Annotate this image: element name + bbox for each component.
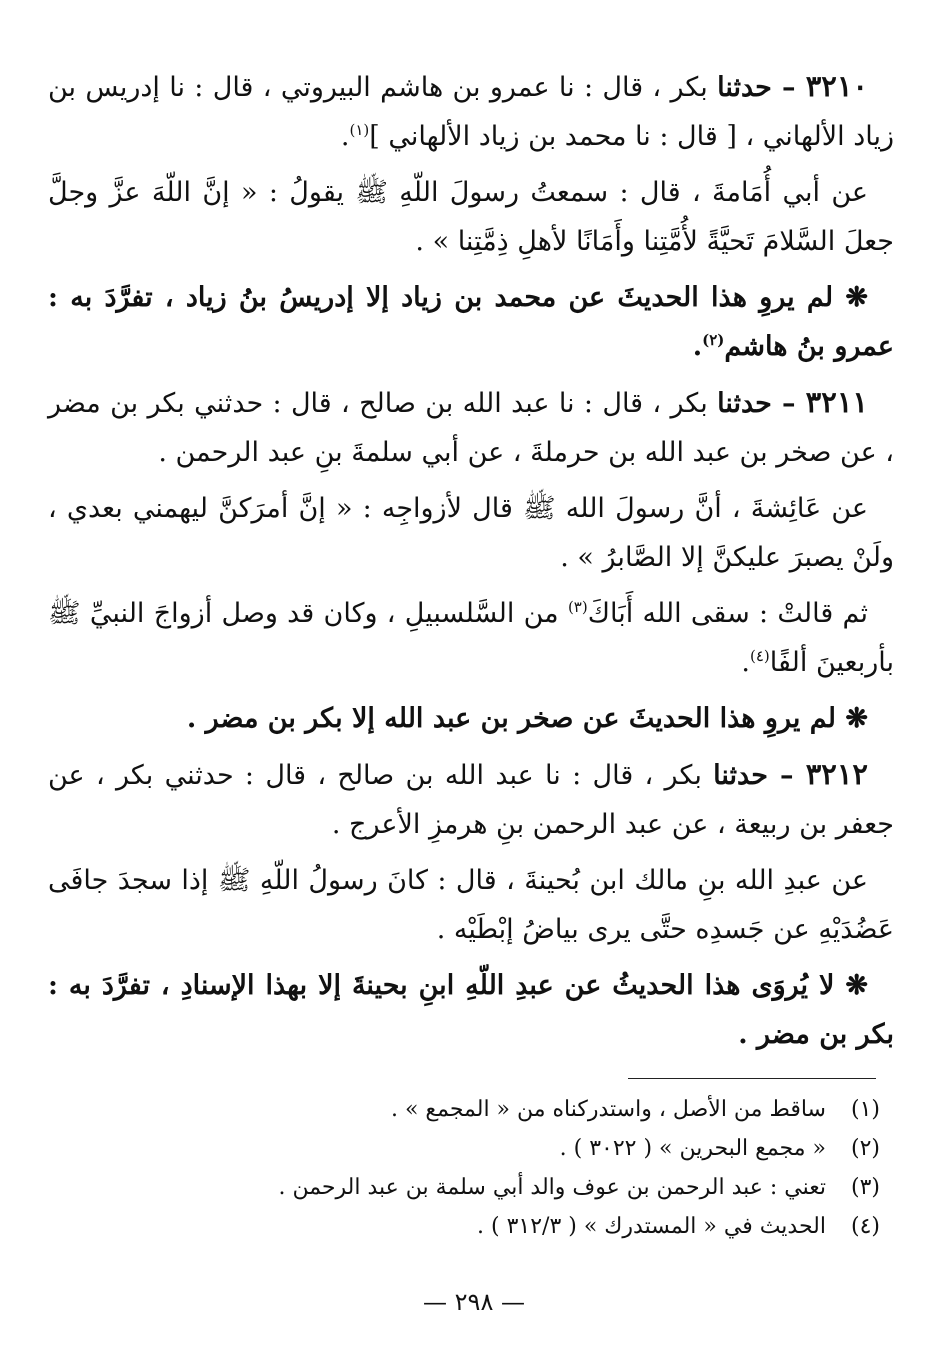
hadith-3211-text: عن عَائِشةَ ، أنَّ رسولَ الله ﷺ قال لأزواجِه : « إنَّ أمرَكنَّ ليهمني بعدي ، ولَنْ يصبرَ عليكنَّ إلا الصَّابرُ » . bbox=[48, 493, 894, 573]
hadith-number: ٣٢١١ bbox=[805, 385, 868, 419]
asterism-icon: ❋ bbox=[845, 282, 868, 313]
hadith-dash: – bbox=[771, 72, 806, 103]
footnote-number: (٤) bbox=[850, 1214, 880, 1239]
footnote-ref: (٢) bbox=[702, 331, 725, 349]
text-part: ثم قالتْ : سقى الله أَبَاكَ bbox=[587, 598, 868, 629]
text-part: . bbox=[741, 647, 750, 678]
note-end: . bbox=[692, 331, 703, 362]
hadith-lead: حدثنا bbox=[717, 72, 772, 103]
footnote-4 bbox=[60, 1207, 880, 1246]
hadith-3210-note bbox=[48, 273, 894, 371]
hadith-number: ٣٢١٠ bbox=[805, 69, 868, 103]
hadith-3211-chain bbox=[48, 378, 894, 477]
asterism-icon: ❋ bbox=[845, 970, 868, 1001]
footnote-number: (١) bbox=[850, 1097, 880, 1122]
footnote-number: (٢) bbox=[850, 1136, 880, 1161]
hadith-3212-note bbox=[48, 961, 894, 1059]
hadith-lead: حدثنا bbox=[717, 388, 772, 419]
asterism-icon: ❋ bbox=[845, 703, 868, 734]
note-text: لم يروِ هذا الحديثَ عن محمد بن زياد إلا إدريسُ بنُ زياد ، تفرَّدَ به : عمرو بنُ هاشم bbox=[48, 282, 894, 362]
hadith-number: ٣٢١٢ bbox=[805, 757, 868, 791]
note-text: لم يروِ هذا الحديثَ عن صخر بن عبد الله إلا بكر بن مضر . bbox=[186, 703, 846, 734]
footnote-ref: (٣) bbox=[567, 598, 588, 616]
footnote-divider bbox=[628, 1078, 876, 1079]
footnote-2 bbox=[60, 1129, 880, 1168]
footnotes bbox=[60, 1090, 880, 1246]
hadith-chain-text: بكر ، قال : نا عبد الله بن صالح ، قال : حدثني بكر ، عن جعفر بن ربيعة ، عن عبد الرحمن بنِ هرمزِ الأعرج . bbox=[48, 760, 894, 840]
footnote-1 bbox=[60, 1090, 880, 1129]
hadith-3210-text: عن أبي أُمَامةَ ، قال : سمعتُ رسولَ اللّهِ ﷺ يقولُ : « إنَّ اللّهَ عزَّ وجلَّ جعلَ السَّلامَ تَحيَّةً لأُمَّتِنا وأَمَانًا لأهلِ ذِمَّتِنا » . bbox=[48, 177, 894, 257]
page-body bbox=[48, 62, 894, 1066]
hadith-lead: حدثنا bbox=[713, 760, 768, 791]
hadith-chain-text: بكر ، قال : نا عبد الله بن صالح ، قال : حدثني بكر بن مضر ، عن صخر بن عبد الله بن حرملةَ ، عن أبي سلمةَ بنِ عبد الرحمن . bbox=[48, 388, 894, 468]
footnote-number: (٣) bbox=[850, 1175, 880, 1200]
hadith-3212-chain bbox=[48, 750, 894, 849]
footnote-text: الحديث في « المستدرك » ( ٣١٢/٣ ) . bbox=[477, 1214, 826, 1239]
hadith-dash: – bbox=[767, 760, 806, 791]
hadith-chain-text: بكر ، قال : نا عمرو بن هاشم البيروتي ، قال : نا إدريس بن زياد الألهاني ، [ قال : نا محمد بن زياد الألهاني ] bbox=[48, 72, 894, 152]
footnote-text: « مجمع البحرين » ( ٣٠٢٢ ) . bbox=[559, 1136, 826, 1161]
footnote-text: تعني : عبد الرحمن بن عوف والد أبي سلمة بن عبد الرحمن . bbox=[278, 1175, 826, 1200]
hadith-dash: – bbox=[771, 388, 806, 419]
note-text: لا يُروَى هذا الحديثُ عن عبدِ اللّهِ ابنِ بحينةَ إلا بهذا الإسنادِ ، تفرَّدَ به : بكر بن مضر . bbox=[48, 970, 894, 1050]
hadith-chain-end: . bbox=[340, 121, 350, 152]
footnote-text: ساقط من الأصل ، واستدركناه من « المجمع » . bbox=[390, 1097, 826, 1122]
hadith-3211-note bbox=[48, 694, 894, 743]
text-part: من السَّلسبيلِ ، وكان قد وصل أزواجَ النبيِّ ﷺ بأربعينَ ألفًا bbox=[48, 598, 894, 678]
page-number: — ٢٩٨ — bbox=[423, 1288, 525, 1316]
hadith-3210-chain bbox=[48, 62, 894, 161]
hadith-3212-text: عن عبدِ الله بنِ مالك ابن بُحينةَ ، قال : كانَ رسولُ اللّهِ ﷺ إذا سجدَ جافَى عَضُدَيْهِ عن جَسدِه حتَّى يرى بياضُ إبْطَيْه . bbox=[48, 865, 894, 945]
footnote-3 bbox=[60, 1168, 880, 1207]
footnote-ref: (٤) bbox=[750, 647, 770, 665]
hadith-3211-text-2 bbox=[48, 589, 894, 687]
footnote-ref: (١) bbox=[349, 121, 370, 139]
